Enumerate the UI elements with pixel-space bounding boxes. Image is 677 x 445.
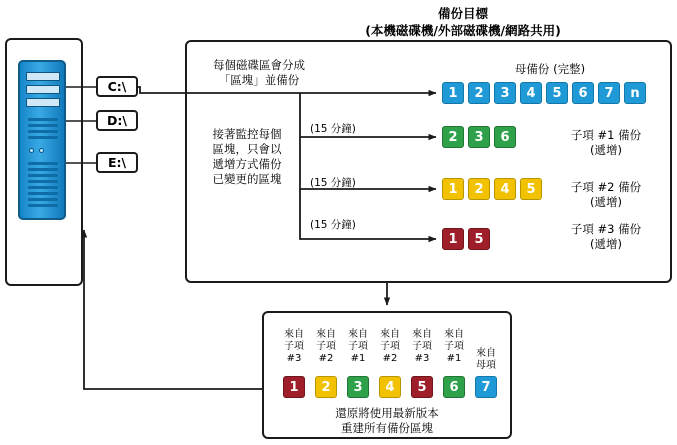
restore-block-3: 3 xyxy=(347,376,369,398)
block-child1-3: 3 xyxy=(468,126,490,148)
restore-caption-line2: 重建所有備份區塊 xyxy=(341,421,433,435)
restore-block-6: 6 xyxy=(443,376,465,398)
restore-col-head-3: 來自 子項 #1 xyxy=(348,329,368,364)
block-child1-6: 6 xyxy=(494,126,516,148)
restore-col-head-2: 來自 子項 #2 xyxy=(316,329,336,364)
interval-label-2: (15 分鐘) xyxy=(310,177,356,189)
restore-block-5: 5 xyxy=(411,376,433,398)
row-label-full xyxy=(480,62,620,77)
block-full-n: n xyxy=(624,82,646,104)
interval-label-1: (15 分鐘) xyxy=(310,123,356,135)
split-note-line2: 「區塊」並備份 xyxy=(218,73,300,87)
block-full-3: 3 xyxy=(494,82,516,104)
row-label-child3 xyxy=(546,222,666,252)
block-full-5: 5 xyxy=(546,82,568,104)
row-label-full-line1: 母備份 (完整) xyxy=(514,62,586,76)
monitor-note-line3: 遞增方式備份 xyxy=(212,157,282,171)
restore-col-head-4: 來自 子項 #2 xyxy=(380,329,400,364)
restore-caption-line1: 還原將使用最新版本 xyxy=(335,406,439,420)
page-title-line1: 備份目標 xyxy=(437,6,488,21)
row-label-child1 xyxy=(546,128,666,158)
restore-caption xyxy=(272,406,502,436)
restore-col-head-1: 來自 子項 #3 xyxy=(284,329,304,364)
block-full-2: 2 xyxy=(468,82,490,104)
row-label-child2-line2: (遞增) xyxy=(590,195,622,209)
drive-c: C:\ xyxy=(96,76,138,97)
block-child2-2: 2 xyxy=(468,178,490,200)
restore-block-1: 1 xyxy=(283,376,305,398)
split-note-line1: 每個磁碟區會分成 xyxy=(213,58,305,72)
monitor-note-line4: 已變更的區塊 xyxy=(212,172,282,186)
row-label-child3-line1: 子項 #3 備份 xyxy=(570,222,642,236)
server-tower-icon xyxy=(18,60,66,220)
block-child1-2: 2 xyxy=(442,126,464,148)
block-full-6: 6 xyxy=(572,82,594,104)
row-label-child2-line1: 子項 #2 備份 xyxy=(570,180,642,194)
block-full-4: 4 xyxy=(520,82,542,104)
block-child3-1: 1 xyxy=(442,228,464,250)
restore-block-7: 7 xyxy=(475,376,497,398)
block-child2-1: 1 xyxy=(442,178,464,200)
block-child2-4: 4 xyxy=(494,178,516,200)
monitor-note-line1: 接著監控每個 xyxy=(212,127,282,141)
row-label-child1-line2: (遞增) xyxy=(590,143,622,157)
restore-block-2: 2 xyxy=(315,376,337,398)
monitor-note-line2: 區塊，只會以 xyxy=(212,142,282,156)
page-title xyxy=(283,5,643,39)
drive-e: E:\ xyxy=(96,152,138,173)
block-full-7: 7 xyxy=(598,82,620,104)
block-full-1: 1 xyxy=(442,82,464,104)
restore-col-head-6: 來自 子項 #1 xyxy=(444,329,464,364)
row-label-child2 xyxy=(546,180,666,210)
block-child3-5: 5 xyxy=(468,228,490,250)
row-label-child1-line1: 子項 #1 備份 xyxy=(570,128,642,142)
drive-d: D:\ xyxy=(96,110,138,131)
restore-col-head-5: 來自 子項 #3 xyxy=(412,329,432,364)
row-label-child3-line2: (遞增) xyxy=(590,237,622,251)
restore-col-head-7: 來自 母項 xyxy=(476,348,496,371)
interval-label-3: (15 分鐘) xyxy=(310,219,356,231)
block-child2-5: 5 xyxy=(520,178,542,200)
restore-block-4: 4 xyxy=(379,376,401,398)
monitor-note xyxy=(192,127,302,187)
split-note xyxy=(193,58,325,88)
page-title-line2: (本機磁碟機/外部磁碟機/網路共用) xyxy=(365,23,561,38)
